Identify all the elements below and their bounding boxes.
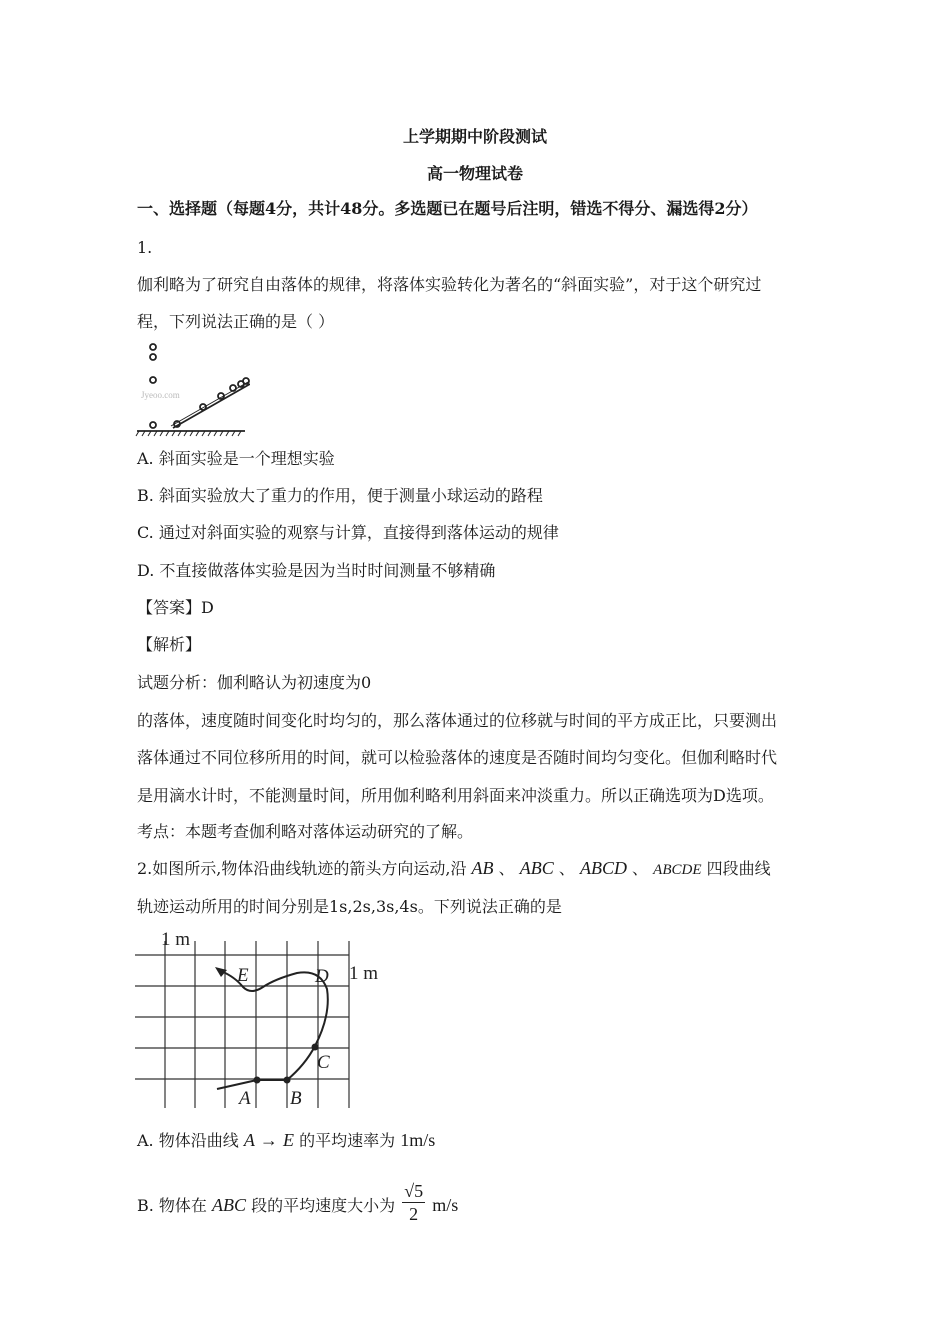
option-b-prefix: B. 物体在	[137, 1196, 207, 1215]
option-a-prefix: A. 物体沿曲线	[137, 1131, 239, 1150]
q1-option-c: C. 通过对斜面实验的观察与计算，直接得到落体运动的规律	[137, 523, 559, 542]
q2-stem-prefix: 2.如图所示,物体沿曲线轨迹的箭头方向运动,沿	[137, 859, 467, 878]
option-b-middle: 段的平均速度大小为	[251, 1196, 396, 1215]
q1-analysis-line1: 试题分析：伽利略认为初速度为0	[137, 673, 372, 692]
point-c-dot	[312, 1044, 319, 1051]
q1-option-b: B. 斜面实验放大了重力的作用，便于测量小球运动的路程	[137, 486, 543, 505]
label-e: E	[237, 965, 249, 986]
point-a-dot	[254, 1077, 261, 1084]
q1-analysis-line4: 是用滴水计时，不能测量时间，所用伽利略利用斜面来冲淡重力。所以正确选项为D选项。	[137, 786, 774, 805]
fraction-numerator: √5	[404, 1181, 424, 1201]
q2-option-b	[137, 1181, 459, 1229]
q2-option-a	[137, 1130, 435, 1151]
arrow-symbol: →	[259, 1130, 278, 1150]
label-b: B	[290, 1088, 302, 1109]
option-a-value: 1m/s	[400, 1130, 436, 1150]
answer-value: D	[201, 598, 214, 617]
q1-answer	[137, 598, 214, 618]
separator: 、	[632, 859, 649, 878]
page-title: 上学期期中阶段测试	[402, 127, 547, 146]
q1-option-d: D. 不直接做落体实验是因为当时时间测量不够精确	[137, 561, 496, 580]
page-subtitle: 高一物理试卷	[426, 164, 523, 183]
separator: 、	[498, 859, 515, 878]
segment-abcde: ABCDE	[653, 862, 702, 878]
point-to: E	[283, 1130, 295, 1150]
q2-stem-line2: 轨迹运动所用的时间分别是1s,2s,3s,4s。下列说法正确的是	[137, 897, 562, 916]
segment-ab: AB	[471, 858, 494, 878]
segment-abc: ABC	[519, 858, 554, 878]
q1-stem-line2: 程，下列说法正确的是（ ）	[137, 312, 335, 331]
option-b-unit: m/s	[432, 1195, 459, 1215]
point-b-dot	[284, 1077, 291, 1084]
figure-watermark: Jyeoo.com	[141, 390, 180, 400]
label-c: C	[317, 1052, 330, 1073]
separator: 、	[558, 859, 575, 878]
q2-stem-suffix: 四段曲线	[706, 859, 771, 878]
label-a: A	[239, 1088, 251, 1109]
q1-stem-line1: 伽利略为了研究自由落体的规律，将落体实验转化为著名的“斜面实验”，对于这个研究过	[137, 275, 762, 294]
option-a-middle: 的平均速率为	[299, 1131, 396, 1150]
q1-analysis-label: 【解析】	[137, 635, 202, 654]
fraction	[402, 1180, 425, 1225]
q1-number: 1.	[137, 238, 153, 257]
q1-option-a: A. 斜面实验是一个理想实验	[137, 449, 335, 468]
label-d: D	[315, 966, 329, 987]
answer-label: 【答案】	[137, 598, 202, 617]
segment-abcd: ABCD	[579, 858, 627, 878]
segment-abc: ABC	[212, 1195, 247, 1215]
q1-analysis-line3: 落体通过不同位移所用的时间，就可以检验落体的速度是否随时间均匀变化。但伽利略时代	[137, 748, 778, 767]
point-from: A	[243, 1130, 255, 1150]
q1-analysis-line2: 的落体，速度随时间变化时均匀的，那么落体通过的位移就与时间的平方成正比，只要测出	[137, 711, 778, 730]
trajectory-curve	[217, 971, 328, 1089]
scale-label-right: 1 m	[349, 963, 379, 984]
q1-analysis-line5: 考点：本题考查伽利略对落体运动研究的了解。	[137, 822, 474, 841]
trajectory-grid-figure	[135, 925, 395, 1110]
scale-label-top: 1 m	[161, 929, 191, 950]
fraction-denominator: 2	[409, 1204, 419, 1224]
q2-stem-line1	[137, 858, 771, 880]
section-heading: 一、选择题（每题4分，共计48分。多选题已在题号后注明，错选不得分、漏选得2分）	[137, 199, 758, 218]
incline-experiment-figure	[135, 338, 250, 438]
